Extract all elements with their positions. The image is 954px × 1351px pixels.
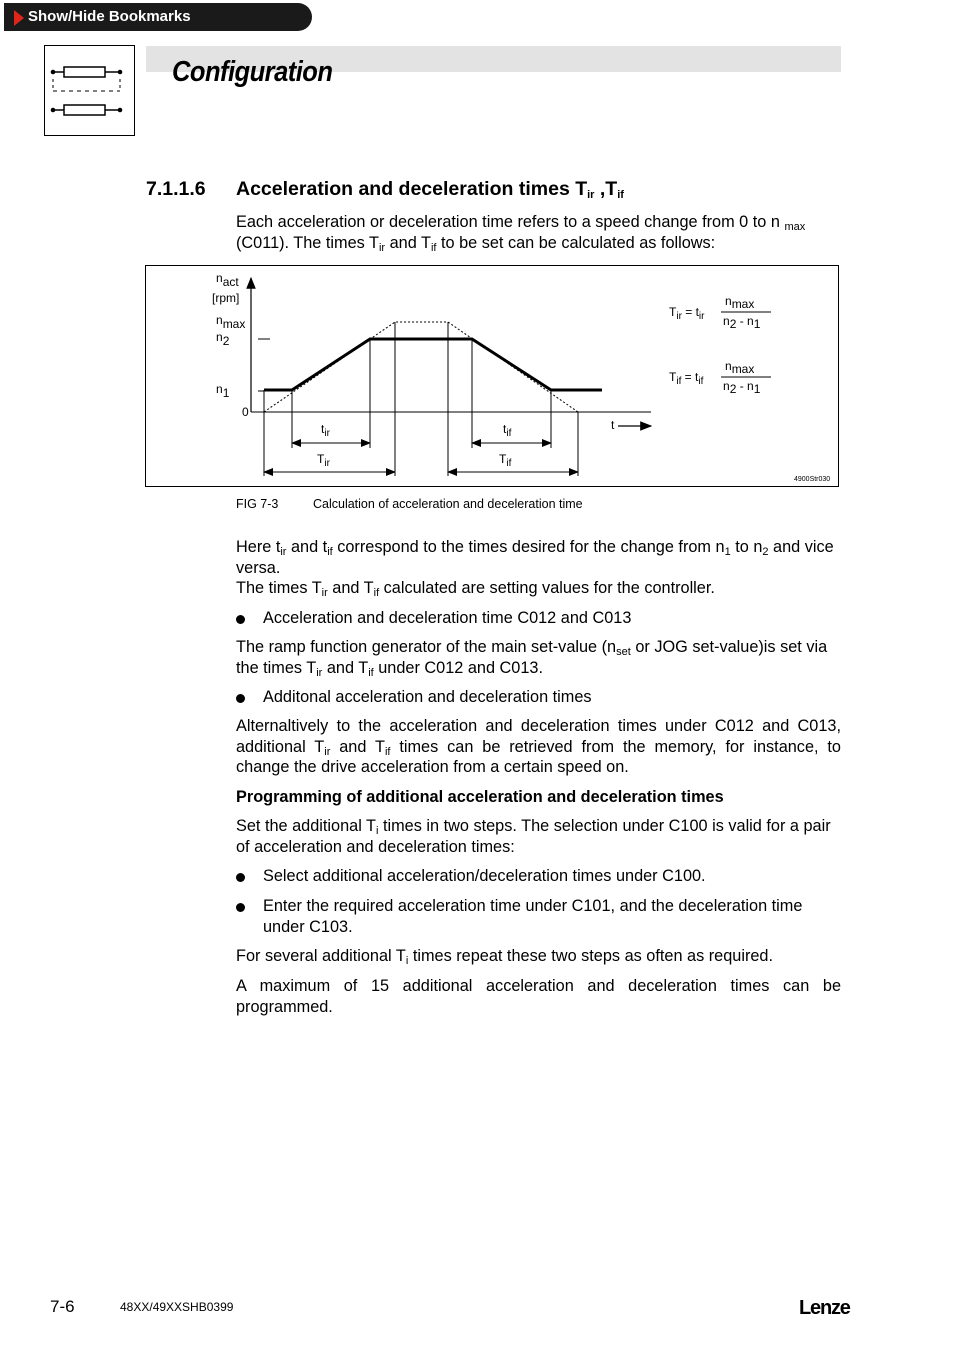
show-hide-bookmarks-button[interactable] — [4, 3, 312, 31]
t-ir-label: $t_{ir}$ — [321, 422, 330, 439]
figure-caption-number: FIG 7-3 — [236, 497, 279, 511]
intro-paragraph: Each acceleration or deceleration time refers to a speed change from 0 to n $_{max}$ (C011). The times $T_{ir}$ and $T_{if}$ to be set can be calculated as follows: — [236, 213, 806, 254]
ramp-figure — [145, 265, 839, 487]
formula-1-denominator: n2 - n1 — [723, 314, 761, 331]
document-code: 48XX/49XXSHB0399 — [120, 1300, 234, 1314]
section-title: Acceleration and deceleration times $T_{ir}$ $,T_{if}$ — [236, 178, 624, 201]
n2-label: n2 — [216, 330, 230, 348]
zero-label: 0 — [242, 405, 249, 419]
paragraph-3: The ramp function generator of the main set-value ($n_{set}$ or JOG set-value)is set via the times $T_{ir}$ and $T_{if}$ under C012 and C013. — [236, 638, 828, 679]
figure-caption-text: Calculation of acceleration and deceleration time — [313, 497, 583, 511]
t-if-label: $t_{if}$ — [503, 422, 512, 439]
figure-code: 4900Str030 — [794, 476, 831, 483]
formula-1: $T_{ir} = t_{ir}$ — [669, 305, 705, 322]
bookmark-bar-label: Show/Hide Bookmarks — [28, 8, 191, 25]
t-axis-label: t — [611, 418, 615, 432]
n1-label: n1 — [216, 382, 230, 400]
paragraph-1: Here $t_{ir}$ and $t_{if}$ correspond to the times desired for the change from $n_1$ to $n_2$ and vice versa. — [236, 538, 834, 577]
T-ir-label: $T_{ir}$ — [317, 452, 330, 469]
bullet-dot-icon — [236, 615, 245, 624]
formula-2: $T_{if} = t_{if}$ — [669, 370, 704, 387]
circuit-icon — [45, 46, 134, 135]
play-arrow-icon — [14, 10, 24, 26]
formula-2-denominator: n2 - n1 — [723, 379, 761, 396]
paragraph-5: Set the additional $T_i$ times in two steps. The selection under C100 is valid for a pair of acceleration and deceleration times: — [236, 817, 831, 856]
paragraph-7: A maximum of 15 additional acceleration and deceleration times can be programmed. — [236, 977, 841, 1016]
section-number: 7.1.1.6 — [146, 178, 206, 200]
paragraph-2: The times $T_{ir}$ and $T_{if}$ calculated are setting values for the controller. — [236, 579, 715, 599]
brand-logo: Lenze — [799, 1297, 850, 1319]
nmax-label: nmax — [216, 313, 246, 331]
page-number: 7-6 — [50, 1297, 75, 1316]
page-title: Configuration — [172, 56, 333, 88]
chapter-icon — [44, 45, 135, 136]
speed-ramp — [264, 339, 602, 390]
T-if-label: $T_{if}$ — [499, 452, 512, 469]
formula-2-numerator: nmax — [725, 359, 755, 376]
formula-1-numerator: nmax — [725, 294, 755, 311]
bullet-dot-icon — [236, 694, 245, 703]
bullet-dot-icon — [236, 873, 245, 882]
extended-ramp — [264, 322, 578, 412]
y-axis-label: nact — [216, 271, 239, 289]
subheading: Programming of additional acceleration and deceleration times — [236, 788, 724, 806]
bullet-dot-icon — [236, 903, 245, 912]
paragraph-6: For several additional $T_i$ times repeat these two steps as often as required. — [236, 947, 774, 967]
paragraph-4: Alternaltively to the acceleration and deceleration times under C012 and C013, additional $T_{ir}$ and $T_{if}$ times can be retrieved from the memory, for instance, to change the drive acceleration from a certain speed on. — [236, 717, 841, 776]
ramp-diagram — [146, 266, 838, 486]
y-axis-unit: [rpm] — [212, 291, 240, 305]
